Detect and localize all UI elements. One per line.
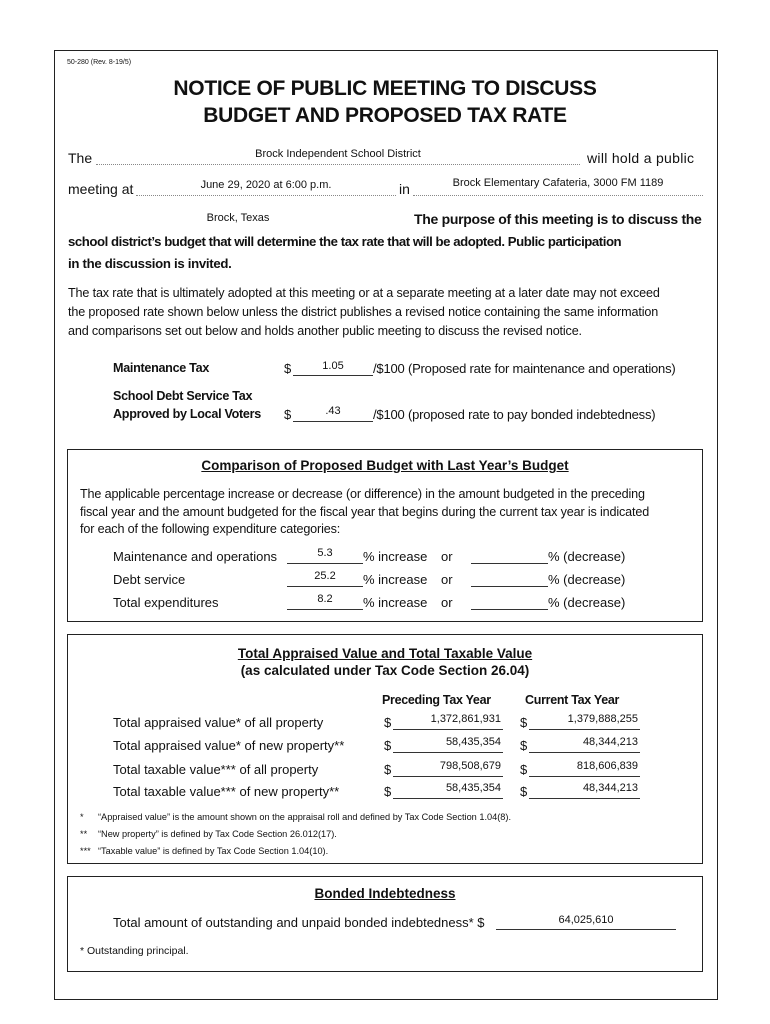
- in-label: in: [399, 181, 410, 197]
- meeting-location-line: [413, 195, 703, 196]
- increase-field[interactable]: 8.2: [317, 593, 333, 605]
- expenditure-label: Debt service: [113, 572, 186, 587]
- comparison-line-3: for each of the following expenditure categories:: [80, 522, 341, 536]
- current-value-line: [529, 729, 640, 730]
- meeting-location-field[interactable]: Brock Elementary Cafateria, 3000 FM 1189: [452, 177, 664, 189]
- footnote-mark: ***: [80, 846, 91, 856]
- current-dollar-sign: $: [520, 738, 528, 753]
- current-value-field[interactable]: 818,606,839: [576, 760, 638, 772]
- intro-line-3: and comparisons set out below and holds another public meeting to discuss the revised notice.: [68, 324, 582, 338]
- will-hold-label: will hold a public: [587, 150, 695, 166]
- debt-rate-field[interactable]: .43: [325, 405, 341, 417]
- the-label: The: [68, 150, 93, 166]
- footnote-text: “Taxable value” is defined by Tax Code Section 1.04(10).: [98, 846, 329, 856]
- current-dollar-sign: $: [520, 762, 528, 777]
- preceding-dollar-sign: $: [384, 762, 392, 777]
- decrease-line: [471, 586, 548, 587]
- decrease-label: % (decrease): [548, 595, 626, 610]
- intro-line-2: the proposed rate shown below unless the district publishes a revised notice containing the same information: [68, 305, 659, 319]
- or-label: or: [441, 572, 453, 587]
- meeting-datetime-line: [136, 195, 396, 196]
- preceding-value-line: [393, 752, 503, 753]
- col-current-header: Current Tax Year: [525, 693, 620, 707]
- col-preceding-header: Preceding Tax Year: [382, 693, 491, 707]
- decrease-line: [471, 609, 548, 610]
- page-title-line-2: BUDGET AND PROPOSED TAX RATE: [203, 104, 567, 127]
- appraised-title-1: Total Appraised Value and Total Taxable Value: [237, 646, 533, 661]
- debt-dollar-sign: $: [284, 407, 292, 422]
- bonded-value-line: [496, 929, 676, 930]
- appraised-row-label: Total appraised value* of all property: [113, 715, 324, 730]
- appraised-title-2: (as calculated under Tax Code Section 26.04): [240, 663, 530, 678]
- current-value-field[interactable]: 1,379,888,255: [567, 713, 638, 725]
- preceding-value-line: [393, 729, 503, 730]
- comparison-title: Comparison of Proposed Budget with Last Year’s Budget: [201, 458, 569, 473]
- preceding-value-field[interactable]: 58,435,354: [445, 736, 501, 748]
- bonded-value-field[interactable]: 64,025,610: [558, 914, 614, 926]
- current-value-field[interactable]: 48,344,213: [582, 782, 638, 794]
- preceding-value-line: [393, 798, 503, 799]
- increase-label: % increase: [363, 572, 428, 587]
- appraised-row-label: Total taxable value*** of new property**: [113, 784, 340, 799]
- maintenance-dollar-sign: $: [284, 361, 292, 376]
- footnote-text: “Appraised value” is the amount shown on the appraisal roll and defined by Tax Code Section 1.04(8).: [98, 812, 512, 822]
- bonded-title: Bonded Indebtedness: [314, 886, 456, 901]
- decrease-label: % (decrease): [548, 572, 626, 587]
- purpose-line-3: in the discussion is invited.: [68, 256, 232, 271]
- district-name-line: [96, 164, 580, 165]
- footnote-mark: **: [80, 829, 88, 839]
- page-title-line-1: NOTICE OF PUBLIC MEETING TO DISCUSS: [173, 77, 597, 100]
- purpose-line-2: school district’s budget that will determine the tax rate that will be adopted. Public participation: [68, 234, 622, 249]
- comparison-line-1: The applicable percentage increase or decrease (or difference) in the amount budgeted in the preceding: [80, 487, 645, 501]
- footnote-mark: *: [80, 812, 84, 822]
- debt-rate-line: [293, 421, 373, 422]
- appraised-row-label: Total appraised value* of new property**: [113, 738, 345, 753]
- footnote-text: “New property” is defined by Tax Code Section 26.012(17).: [98, 829, 337, 839]
- district-name-field[interactable]: Brock Independent School District: [255, 148, 421, 160]
- intro-line-1: The tax rate that is ultimately adopted at this meeting or at a separate meeting at a later date may not exceed: [68, 286, 660, 300]
- appraised-row-label: Total taxable value*** of all property: [113, 762, 319, 777]
- meeting-city-field[interactable]: Brock, Texas: [206, 212, 270, 224]
- preceding-dollar-sign: $: [384, 784, 392, 799]
- meeting-datetime-field[interactable]: June 29, 2020 at 6:00 p.m.: [200, 179, 332, 191]
- bonded-footnote: * Outstanding principal.: [80, 945, 189, 957]
- debt-service-label-2: Approved by Local Voters: [113, 407, 261, 421]
- meeting-at-label: meeting at: [68, 181, 134, 197]
- debt-service-label-1: School Debt Service Tax: [113, 389, 253, 403]
- current-value-line: [529, 776, 640, 777]
- debt-rate-desc: /$100 (proposed rate to pay bonded indebtedness): [373, 407, 656, 422]
- maintenance-rate-field[interactable]: 1.05: [322, 360, 344, 372]
- increase-field[interactable]: 25.2: [314, 570, 336, 582]
- maintenance-rate-line: [293, 375, 373, 376]
- increase-line: [287, 609, 363, 610]
- form-number: 50-280 (Rev. 8-19/5): [67, 59, 132, 66]
- decrease-label: % (decrease): [548, 549, 626, 564]
- decrease-line: [471, 563, 548, 564]
- bonded-label: Total amount of outstanding and unpaid bonded indebtedness* $: [113, 915, 485, 930]
- comparison-line-2: fiscal year and the amount budgeted for the fiscal year that begins during the current tax year is indicated: [80, 505, 650, 519]
- preceding-value-field[interactable]: 798,508,679: [439, 760, 501, 772]
- maintenance-tax-label: Maintenance Tax: [113, 361, 210, 375]
- increase-line: [287, 586, 363, 587]
- increase-line: [287, 563, 363, 564]
- preceding-value-field[interactable]: 1,372,861,931: [430, 713, 501, 725]
- increase-field[interactable]: 5.3: [317, 547, 333, 559]
- preceding-dollar-sign: $: [384, 715, 392, 730]
- preceding-value-line: [393, 776, 503, 777]
- preceding-dollar-sign: $: [384, 738, 392, 753]
- expenditure-label: Maintenance and operations: [113, 549, 278, 564]
- maintenance-rate-desc: /$100 (Proposed rate for maintenance and operations): [373, 361, 676, 376]
- or-label: or: [441, 549, 453, 564]
- expenditure-label: Total expenditures: [113, 595, 219, 610]
- current-value-field[interactable]: 48,344,213: [582, 736, 638, 748]
- current-value-line: [529, 798, 640, 799]
- current-dollar-sign: $: [520, 784, 528, 799]
- preceding-value-field[interactable]: 58,435,354: [445, 782, 501, 794]
- purpose-line-1: The purpose of this meeting is to discuss the: [414, 211, 702, 227]
- increase-label: % increase: [363, 595, 428, 610]
- increase-label: % increase: [363, 549, 428, 564]
- current-value-line: [529, 752, 640, 753]
- or-label: or: [441, 595, 453, 610]
- current-dollar-sign: $: [520, 715, 528, 730]
